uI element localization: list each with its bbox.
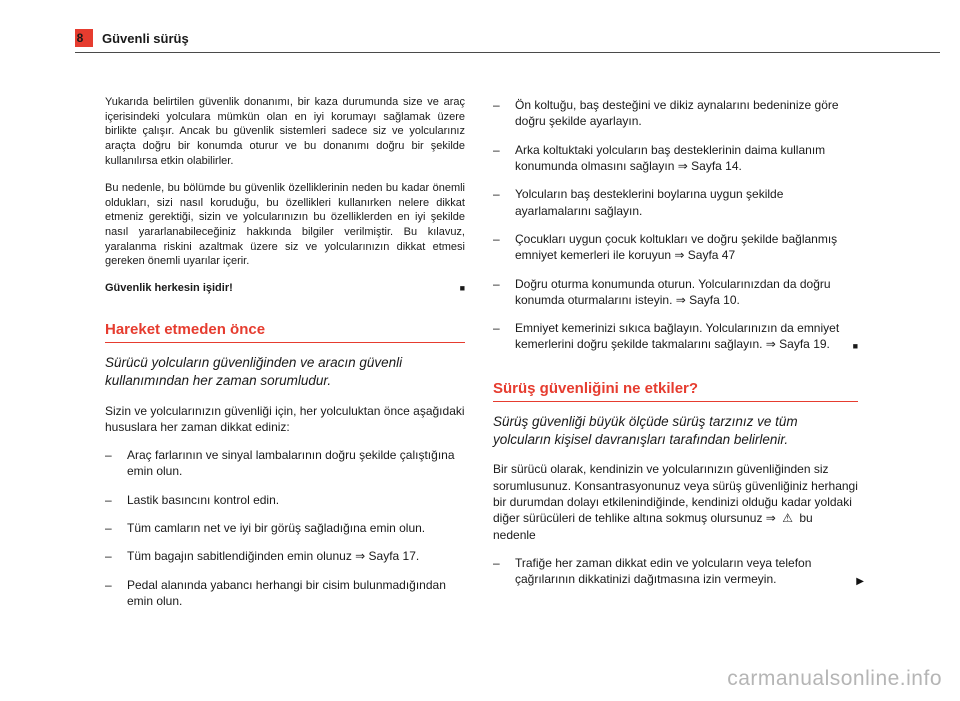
- note-text: Güvenlik herkesin işidir!: [105, 281, 233, 294]
- page-header: [75, 29, 189, 47]
- checklist-item-text: Pedal alanında yabancı herhangi bir cisim bulunmadığından emin olun.: [127, 577, 446, 608]
- dash-bullet-icon: –: [493, 231, 500, 246]
- paragraph-text: Bir sürücü olarak, kendinizin ve yolcularınızın güvenliğinden siz sorumlusunuz. Konsantrasyonunuz veya sürüş güvenliğiniz herhangi bir durumdan dolayı etkilenindiğinde, kendinizi olduğu kadar yoldaki diğer sürücüleri de tehlike altına sokmuş olursunuz ⇒: [493, 462, 858, 526]
- note-line: [105, 282, 465, 294]
- dash-bullet-icon: –: [493, 276, 500, 291]
- paragraph: Yukarıda belirtilen güvenlik donanımı, bir kaza durumunda size ve araç içerisindeki yolculara mümkün olan en iyi korumayı sağlamak üzere birlikte çalışır. Ancak bu güvenlik sistemleri sadece siz ve yolcularınız araçta doğru bir konumda oturur ve bu donanımı doğru bir şekilde kullanılırsa etkin olabilirler.: [105, 96, 465, 167]
- section-lead: Sürücü yolcuların güvenliğinden ve aracın güvenli kullanımından her zaman sorumludur.: [105, 354, 403, 388]
- paragraph: [493, 461, 858, 543]
- checklist: [105, 447, 465, 609]
- paragraph: Sizin ve yolcularınızın güvenliği için, her yolculuktan önce aşağıdaki hususlara her zaman dikkat ediniz:: [105, 403, 465, 434]
- watermark: carmanualsonline.info: [727, 667, 942, 690]
- checklist-item-text: Lastik basıncını kontrol edin.: [127, 492, 280, 507]
- end-of-section-icon: ■: [852, 340, 858, 351]
- section-heading: Hareket etmeden önce: [105, 321, 465, 343]
- checklist-item-text: Ön koltuğu, baş desteğini ve dikiz aynalarını bedeninize göre doğru şekilde ayarlayın.: [515, 98, 839, 129]
- checklist-item: [493, 555, 864, 588]
- checklist-item: [493, 276, 858, 309]
- left-column: [105, 95, 465, 621]
- right-column: [493, 95, 864, 621]
- checklist-item-text: Emniyet kemerinizi sıkıca bağlayın. Yolcularınızın da emniyet kemerlerini doğru şekilde takmalarını sağlayın. ⇒ Sayfa 19.: [515, 321, 840, 352]
- page-number-box: [75, 29, 93, 47]
- end-of-section-icon: ■: [459, 282, 465, 293]
- dash-bullet-icon: –: [493, 142, 500, 157]
- checklist: [493, 97, 858, 353]
- continue-arrow-icon: ▶: [856, 575, 864, 587]
- checklist-item: [105, 492, 465, 508]
- dash-bullet-icon: –: [493, 555, 500, 570]
- checklist-item-text: Yolcuların baş desteklerini boylarına uygun şekilde ayarlamalarını sağlayın.: [515, 187, 784, 218]
- dash-bullet-icon: –: [105, 577, 112, 592]
- checklist-item: [493, 142, 858, 175]
- checklist-item-text: Tüm camların net ve iyi bir görüş sağladığına emin olun.: [127, 521, 426, 536]
- dash-bullet-icon: –: [105, 549, 112, 564]
- header-rule: [75, 52, 940, 53]
- checklist-item: [105, 520, 465, 536]
- chapter-title: Güvenli sürüş: [102, 30, 189, 46]
- dash-bullet-icon: –: [105, 521, 112, 536]
- paragraph-text: bu nedenle: [493, 511, 813, 542]
- dash-bullet-icon: –: [493, 187, 500, 202]
- dash-bullet-icon: –: [493, 321, 500, 336]
- section-heading: Sürüş güvenliğini ne etkiler?: [493, 380, 858, 402]
- warning-triangle-icon: ⚠: [782, 511, 793, 526]
- checklist: [493, 555, 864, 588]
- paragraph: Bu nedenle, bu bölümde bu güvenlik özelliklerinin neden bu kadar önemli oldukları, sizi nasıl koruduğu, bu özellikleri kullanırken nelere dikkat etmeniz gerektiği, sizin ve yolcularınızın bu özelliklerden en iyi şekilde nasıl yararlanabileceğiniz hakkında bilgiler verilmiştir. Bu kılavuz, yaralanma riskini azaltmak üzere siz ve yolcularınızın dikkat etmesi gereken önemli uyarılar içerir.: [105, 182, 465, 268]
- checklist-item-text: Çocukları uygun çocuk koltukları ve doğru şekilde bağlanmış emniyet kemerleri ile koruyun ⇒ Sayfa 47: [515, 231, 838, 263]
- checklist-item: [493, 186, 858, 219]
- checklist-item-text: Araç farlarının ve sinyal lambalarının doğru şekilde çalıştığına emin olun.: [127, 448, 455, 479]
- checklist-item-text: Trafiğe her zaman dikkat edin ve yolcuların veya telefon çağrılarının dikkatinizi dağıtmasına izin vermeyin.: [515, 555, 812, 587]
- checklist-item-text: Tüm bagajın sabitlendiğinden emin olunuz ⇒ Sayfa 17.: [127, 549, 420, 564]
- checklist-item: [493, 97, 858, 130]
- checklist-item: [105, 577, 465, 610]
- checklist-item-text: Doğru oturma konumunda oturun. Yolcularınızdan da doğru konumda oturmalarını isteyin. ⇒ Sayfa 10.: [515, 276, 831, 307]
- dash-bullet-icon: –: [105, 448, 112, 463]
- page-content: [105, 95, 864, 621]
- checklist-item: [493, 320, 858, 353]
- checklist-item-text: Arka koltuktaki yolcuların baş desteklerinin daima kullanım konumunda olmasını sağlayın ⇒ Sayfa 14.: [515, 142, 826, 173]
- checklist-item: [493, 231, 858, 264]
- page-number: 8: [76, 31, 84, 45]
- dash-bullet-icon: –: [493, 98, 500, 112]
- checklist-item: [105, 548, 465, 564]
- section-lead: Sürüş güvenliği büyük ölçüde sürüş tarzınız ve tüm yolcuların kişisel davranışları tarafından belirlenir.: [493, 413, 798, 447]
- dash-bullet-icon: –: [105, 492, 112, 507]
- checklist-item: [105, 447, 465, 480]
